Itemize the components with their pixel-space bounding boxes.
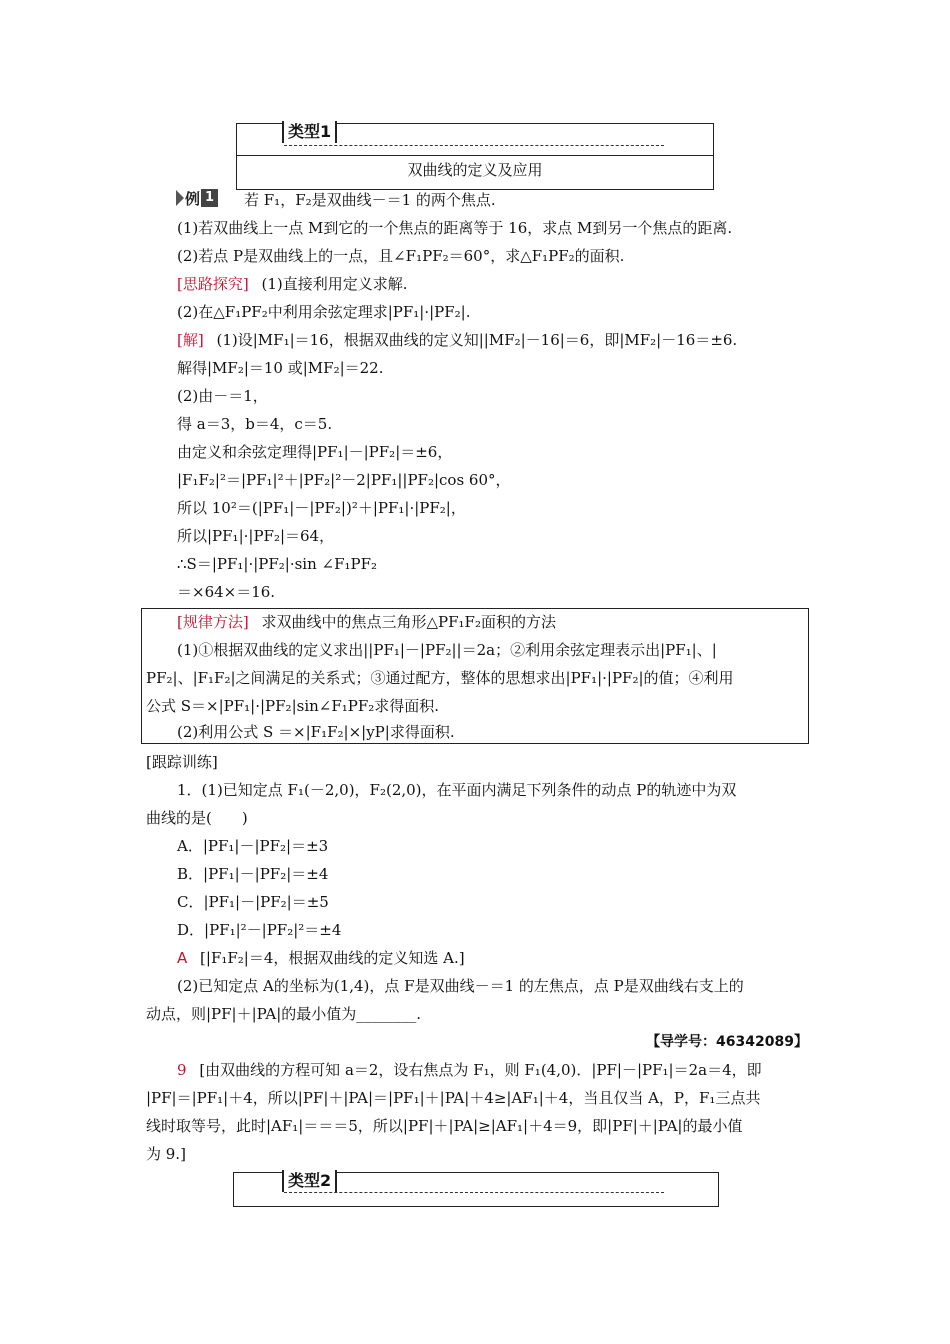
solution-label: [解] — [177, 331, 204, 349]
approach-line-2: (2)在△F₁PF₂中利用余弦定理求|PF₁|·|PF₂|. — [177, 303, 471, 321]
solution-line-10: ＝×64×＝16. — [177, 583, 276, 601]
solution-line-5: 由定义和余弦定理得|PF₁|－|PF₂|＝±6， — [177, 443, 453, 461]
training-q1-line-2: 曲线的是( ) — [146, 809, 248, 827]
type1-divider — [236, 155, 714, 156]
example-stem: 若 F₁，F₂是双曲线－＝1 的两个焦点. — [244, 191, 496, 209]
training-option-d: D．|PF₁|²－|PF₂|²＝±4 — [177, 921, 342, 939]
solution-line-1 — [177, 330, 737, 350]
solution-text-1: (1)设|MF₁|＝16，根据双曲线的定义知||MF₂|－16|＝6，即|MF₂|－16＝±6. — [216, 331, 738, 349]
training-q2-line-2: 动点，则|PF|＋|PA|的最小值为________. — [146, 1005, 422, 1023]
method-title: 求双曲线中的焦点三角形△PF₁F₂面积的方法 — [261, 613, 556, 631]
example-question-1: (1)若双曲线上一点 M到它的一个焦点的距离等于 16，求点 M到另一个焦点的距离. — [177, 219, 733, 237]
guide-number: 【导学号：46342089】 — [646, 1034, 808, 1050]
training-q1-line-1: 1．(1)已知定点 F₁(－2,0)，F₂(2,0)，在平面内满足下列条件的动点 P的轨迹中为双 — [177, 781, 737, 799]
example-question-2: (2)若点 P是双曲线上的一点，且∠F₁PF₂＝60°，求△F₁PF₂的面积. — [177, 247, 625, 265]
answer-2-line-2: |PF|＝|PF₁|＋4，所以|PF|＋|PA|＝|PF₁|＋|PA|＋4≥|AF₁|＋4，当且仅当 A，P，F₁三点共 — [146, 1089, 761, 1107]
approach-line-1 — [177, 274, 408, 294]
type1-title: 双曲线的定义及应用 — [407, 161, 543, 179]
example-badge — [176, 188, 218, 208]
type1-tab: 类型1 — [282, 121, 337, 143]
solution-line-7: 所以 10²＝(|PF₁|－|PF₂|)²＋|PF₁|·|PF₂|， — [177, 499, 466, 517]
solution-line-4: 得 a＝3，b＝4，c＝5. — [177, 415, 333, 433]
type2-dash — [284, 1192, 664, 1193]
approach-text-1: (1)直接利用定义求解. — [261, 275, 408, 293]
solution-line-8: 所以|PF₁|·|PF₂|＝64， — [177, 527, 335, 545]
answer-2-text-1: [由双曲线的方程可知 a＝2，设右焦点为 F₁，则 F₁(4,0)．|PF|－|PF₁|＝2a＝4，即 — [199, 1061, 762, 1079]
method-line-1: (1)①根据双曲线的定义求出||PF₁|－|PF₂||＝2a；②利用余弦定理表示出|PF₁|、| — [177, 641, 717, 659]
answer-2-line-1 — [177, 1060, 762, 1080]
solution-line-3: (2)由－＝1， — [177, 387, 268, 405]
answer-2-line-3: 线时取等号，此时|AF₁|＝＝＝5，所以|PF|＋|PA|≥|AF₁|＋4＝9，即|PF|＋|PA|的最小值 — [146, 1117, 743, 1135]
solution-line-2: 解得|MF₂|＝10 或|MF₂|＝22. — [177, 359, 384, 377]
answer-1-text: [|F₁F₂|＝4，根据双曲线的定义知选 A.] — [200, 949, 465, 967]
method-label: [规律方法] — [177, 613, 249, 631]
triangle-icon — [176, 190, 184, 206]
training-label: [跟踪训练] — [146, 753, 218, 771]
training-answer-1 — [177, 948, 465, 968]
answer-1-letter: A — [177, 949, 188, 967]
solution-line-6: |F₁F₂|²＝|PF₁|²＋|PF₂|²－2|PF₁||PF₂|cos 60°， — [177, 471, 511, 489]
approach-label: [思路探究] — [177, 275, 249, 293]
type2-tab: 类型2 — [282, 1170, 337, 1192]
method-line-3: 公式 S＝×|PF₁|·|PF₂|sin∠F₁PF₂求得面积. — [146, 697, 440, 715]
answer-2-line-4: 为 9.] — [146, 1145, 186, 1163]
training-q2-line-1: (2)已知定点 A的坐标为(1,4)，点 F是双曲线－＝1 的左焦点，点 P是双曲线右支上的 — [177, 977, 744, 995]
type1-dash — [284, 145, 664, 146]
method-line-4: (2)利用公式 S ＝×|F₁F₂|×|yP|求得面积. — [177, 723, 455, 741]
training-option-b: B．|PF₁|－|PF₂|＝±4 — [177, 865, 329, 883]
training-option-c: C．|PF₁|－|PF₂|＝±5 — [177, 893, 329, 911]
example-badge-number: 1 — [201, 189, 218, 207]
method-title-line — [177, 612, 556, 632]
solution-line-9: ∴S＝|PF₁|·|PF₂|·sin ∠F₁PF₂ — [177, 555, 378, 573]
answer-2-number: 9 — [177, 1061, 187, 1079]
method-line-2: PF₂|、|F₁F₂|之间满足的关系式；③通过配方，整体的思想求出|PF₁|·|PF₂|的值；④利用 — [146, 669, 734, 687]
training-option-a: A．|PF₁|－|PF₂|＝±3 — [177, 837, 329, 855]
example-badge-text: 例 — [185, 189, 201, 208]
